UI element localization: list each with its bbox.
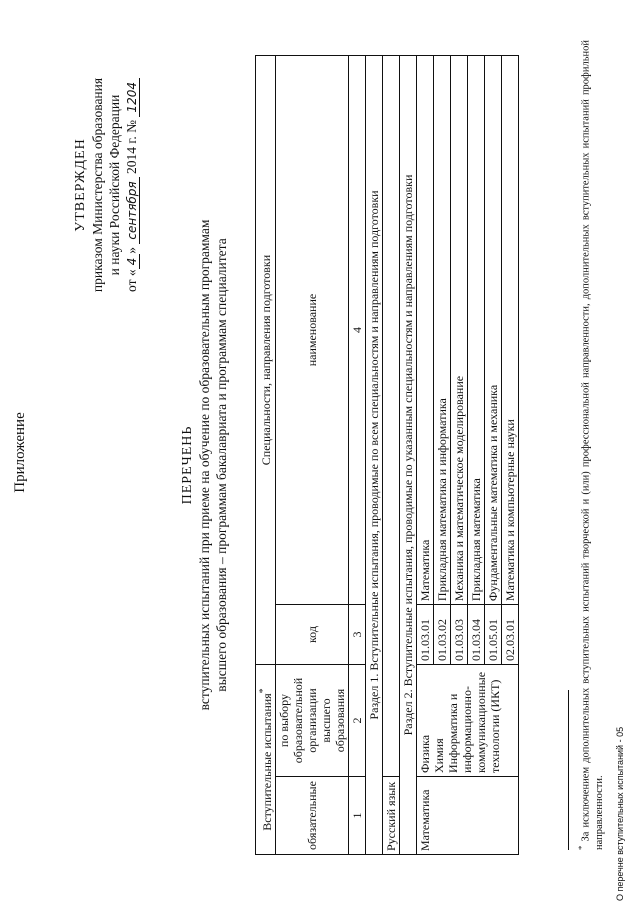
appendix-label: Приложение <box>12 412 28 493</box>
specialty-name: Математика и компьютерные науки <box>502 56 519 605</box>
section-1-exam-row <box>383 56 400 855</box>
approved-line-2: и науки Российской Федерации <box>107 94 122 276</box>
specialty-name: Механика и математическое моделирование <box>451 56 468 605</box>
specialty-code: 01.03.02 <box>434 605 451 665</box>
header-optional: по выбору образовательной организации высшего образования <box>276 665 349 777</box>
specialty-name: Фундаментальные математика и механика <box>485 56 502 605</box>
header-name: наименование <box>276 56 349 605</box>
specialty-code: 01.03.04 <box>468 605 485 665</box>
table-header-row-1 <box>256 56 276 855</box>
document-subtitle-2: высшего образования – программам бакалавриата и программам специалитета <box>214 238 229 692</box>
table-number-row <box>349 56 366 855</box>
footer-label: О перечне вступительных испытаний - 05 <box>615 726 625 901</box>
section-1-exam: Русский язык <box>383 777 400 855</box>
col-number-4: 4 <box>349 56 366 605</box>
approved-line-1: приказом Министерства образования <box>90 77 105 293</box>
exams-table <box>255 55 519 855</box>
specialty-name: Прикладная математика <box>468 56 485 605</box>
footnote <box>575 40 606 850</box>
date-prefix: от « <box>124 269 139 292</box>
specialty-code: 01.03.03 <box>451 605 468 665</box>
section-1-empty <box>383 56 400 777</box>
date-day: 4 <box>125 254 140 270</box>
date-mid: » <box>124 247 139 254</box>
order-number: 1204 <box>125 78 140 117</box>
header-mandatory: обязательные <box>276 777 349 855</box>
approval-block <box>72 25 141 345</box>
document-title-block <box>180 145 230 785</box>
approved-title: УТВЕРЖДЕН <box>73 138 88 232</box>
specialty-name: Математика <box>417 56 434 605</box>
specialty-name: Прикладная математика и информатика <box>434 56 451 605</box>
optional-exam: Информатика и информационно-коммуникационные технологии (ИКТ) <box>446 671 502 774</box>
specialty-code: 01.03.01 <box>417 605 434 665</box>
header-specialties: Специальности, направления подготовки <box>256 56 276 665</box>
section-1-row <box>366 56 383 855</box>
specialty-code: 02.03.01 <box>502 605 519 665</box>
document-title: ПЕРЕЧЕНЬ <box>180 425 195 505</box>
mandatory-exam: Математика <box>417 777 519 855</box>
footnote-mark: * <box>576 845 586 850</box>
footnote-text: За исключением дополнительных вступительных испытаний творческой и (или) профессиональной направленности, дополнительных вступительных испытаний профильной направленности. <box>580 40 605 850</box>
specialty-code: 01.05.01 <box>485 605 502 665</box>
table-header-row-2 <box>276 56 349 855</box>
section-2-row <box>400 56 417 855</box>
col-number-1: 1 <box>349 777 366 855</box>
approval-date <box>123 25 141 345</box>
date-month: сентября <box>125 177 140 243</box>
document-subtitle-1: вступительных испытаний при приеме на обучение по образовательным программам <box>197 219 212 711</box>
col-number-3: 3 <box>349 605 366 665</box>
header-exams: Вступительные испытания* <box>256 665 276 855</box>
table-row <box>417 56 434 855</box>
optional-exam: Физика <box>418 734 432 774</box>
optional-exam: Химия <box>432 738 446 774</box>
col-number-2: 2 <box>349 665 366 777</box>
section-2-heading: Раздел 2. Вступительные испытания, проводимые по указанным специальностям и направлениям подготовки <box>400 56 417 855</box>
footnote-divider <box>568 690 569 850</box>
section-1-heading: Раздел 1. Вступительные испытания, проводимые по всем специальностям и направлениям подготовки <box>366 56 383 855</box>
date-year: 2014 г. № <box>124 119 139 174</box>
optional-exams <box>417 665 519 777</box>
header-code: код <box>276 605 349 665</box>
